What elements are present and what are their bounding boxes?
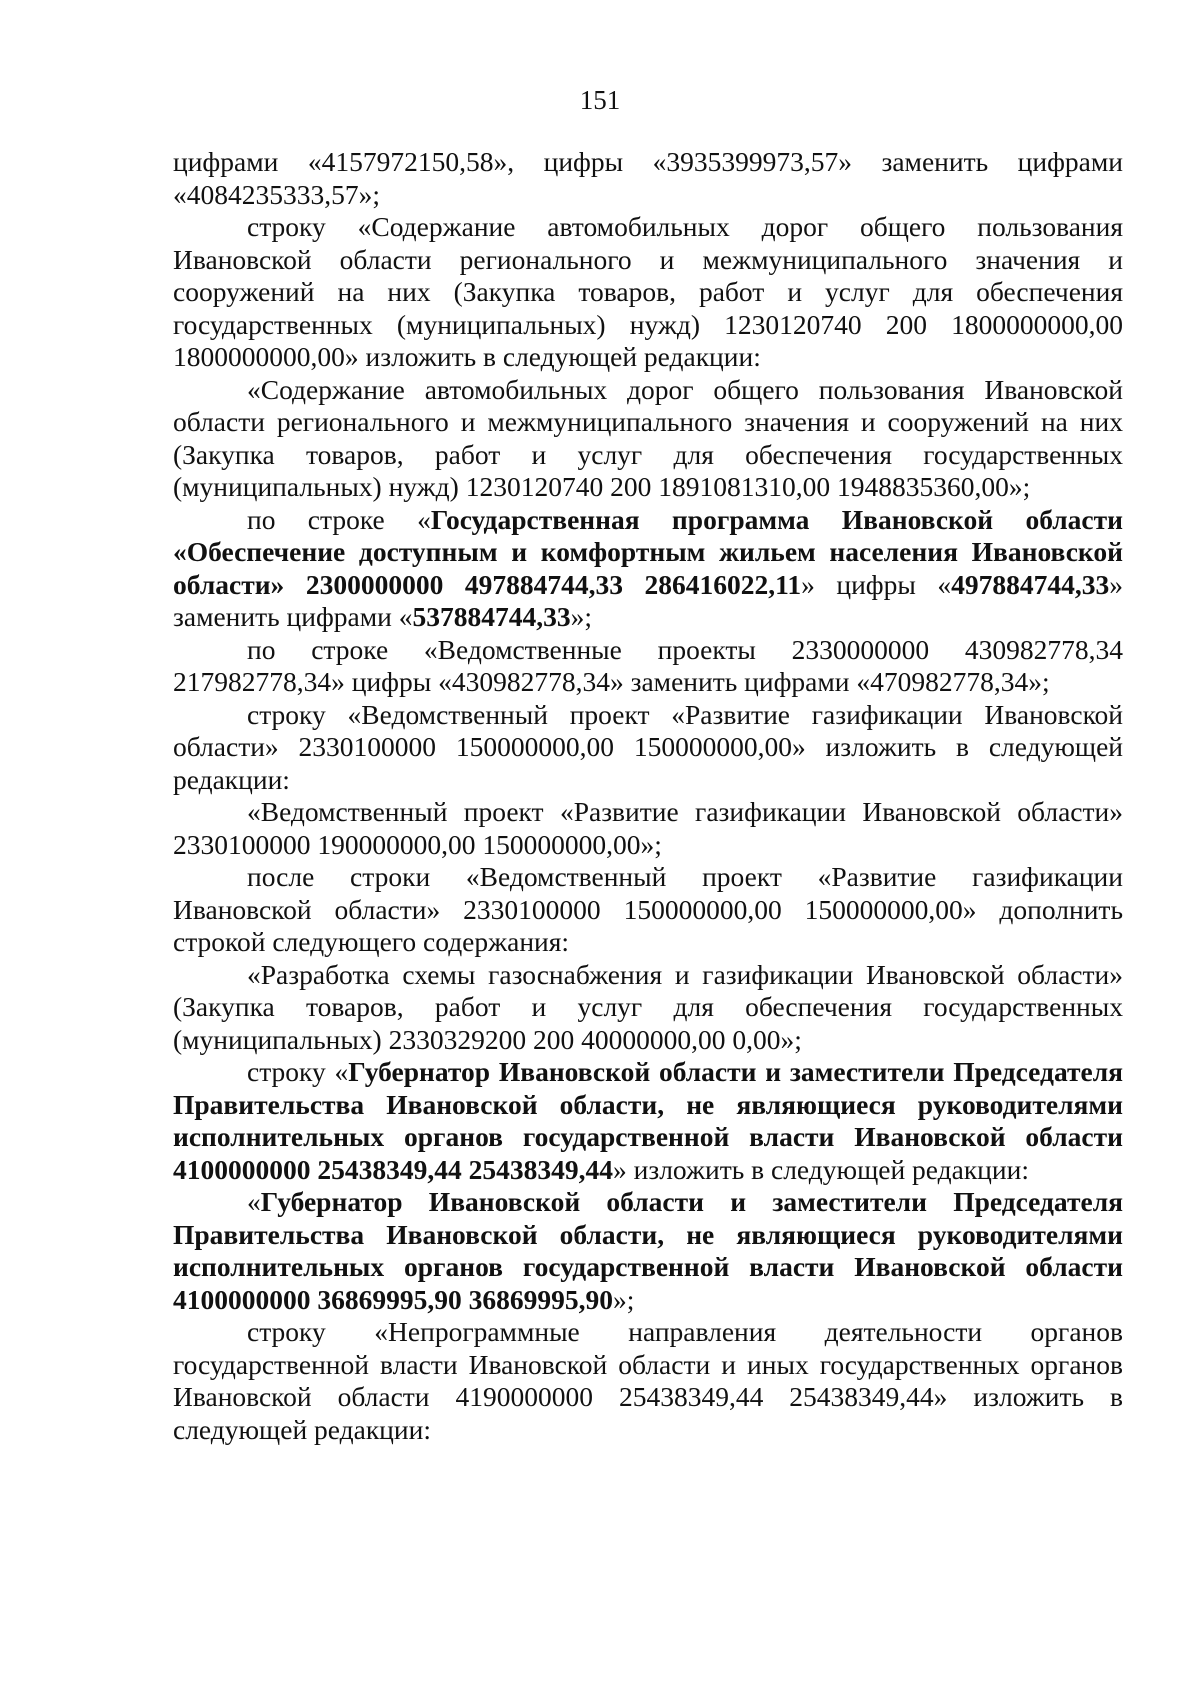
bold-text-segment: 497884744,33 [951,568,1110,600]
text-segment: после строки «Ведомственный проект «Развитие газификации Ивановской области» 2330100000 150000000,00 150000000,00» дополнить строкой следующего содержания: [173,861,1123,957]
text-segment: строку «Содержание автомобильных дорог общего пользования Ивановской области регионального и межмуниципального значения и сооружений на них (Закупка товаров, работ и услуг для обеспечения государственных (муниципальных) нужд) 1230120740 200 1800000000,00 1800000000,00» изложить в следующей редакции: [173,211,1123,372]
page-number: 151 [579,85,621,115]
paragraph [173,1056,1123,1186]
text-segment: по строке « [247,503,431,535]
text-segment: » изложить в следующей редакции: [613,1153,1029,1185]
text-segment: строку «Ведомственный проект «Развитие газификации Ивановской области» 2330100000 150000000,00 150000000,00» изложить в следующей редакции: [173,698,1123,795]
text-segment: »; [613,1283,635,1315]
paragraph [173,504,1123,634]
paragraph [173,699,1123,797]
text-segment: строку «Непрограммные направления деятельности органов государственной власти Ивановской области и иных государственных органов Ивановской области 4190000000 25438349,44 25438349,44» изложить в следующей редакции: [173,1316,1123,1445]
text-segment: строку « [247,1056,349,1087]
bold-text-segment: Государственная программа Ивановской области «Обеспечение доступным и комфортным жильем населения Ивановской области» 2300000000 497884744,33 286416022,11 [173,503,1123,600]
text-segment: цифрами «4157972150,58», цифры «3935399973,57» заменить цифрами «4084235333,57»; [173,146,1123,210]
bold-text-segment: Губернатор Ивановской области и заместители Председателя Правительства Ивановской области, не являющиеся руководителями исполнительных органов государственной власти Ивановской области 4100000000 25438349,44 25438349,44 [173,1056,1123,1185]
text-segment: « [247,1186,261,1217]
text-segment: «Содержание автомобильных дорог общего пользования Ивановской области регионального и межмуниципального значения и сооружений на них (Закупка товаров, работ и услуг для обеспечения государственных (муниципальных) нужд) 1230120740 200 1891081310,00 1948835360,00»; [173,373,1123,502]
paragraph [173,634,1123,699]
paragraph [173,211,1123,374]
text-segment: » цифры « [801,568,952,600]
text-segment: «Ведомственный проект «Развитие газификации Ивановской области» 2330100000 190000000,00 150000000,00»; [173,796,1123,860]
paragraph [173,146,1123,211]
paragraph [173,1316,1123,1446]
paragraph [173,374,1123,504]
text-segment: » заменить цифрами « [173,568,1123,632]
document-body [173,146,1123,1446]
paragraph [173,959,1123,1057]
paragraph [173,796,1123,861]
paragraph [173,861,1123,959]
bold-text-segment: 537884744,33 [412,601,571,632]
paragraph [173,1186,1123,1316]
text-segment: »; [570,601,593,632]
text-segment: по строке «Ведомственные проекты 2330000000 430982778,34 217982778,34» цифры «430982778,34» заменить цифрами «470982778,34»; [173,633,1123,697]
text-segment: «Разработка схемы газоснабжения и газификации Ивановской области» (Закупка товаров, работ и услуг для обеспечения государственных (муниципальных) 2330329200 200 40000000,00 0,00»; [173,958,1123,1055]
bold-text-segment: Губернатор Ивановской области и заместители Председателя Правительства Ивановской области, не являющиеся руководителями исполнительных органов государственной власти Ивановской области 4100000000 36869995,90 36869995,90 [173,1186,1123,1315]
